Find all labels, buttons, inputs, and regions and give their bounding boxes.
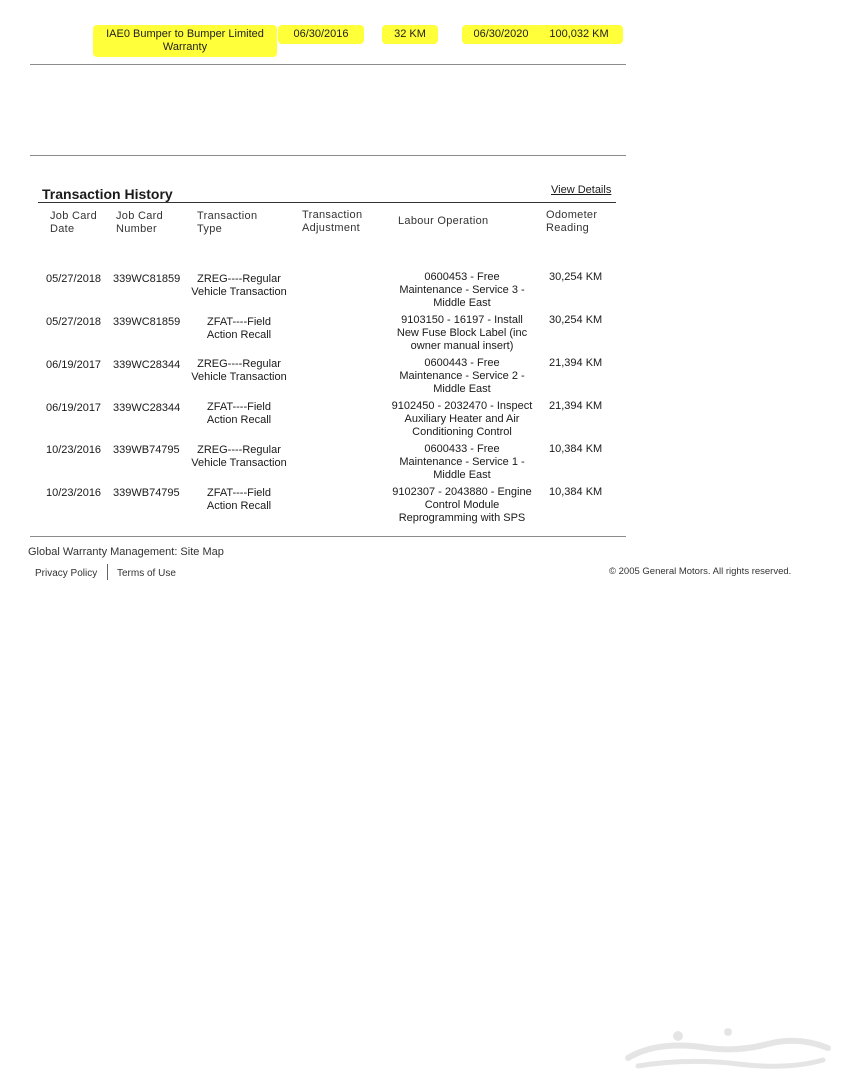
- row-type: ZREG----Regular Vehicle Transaction: [191, 444, 287, 469]
- row-date: 10/23/2016: [46, 444, 102, 456]
- footer-separator: [107, 564, 108, 580]
- row-number: 339WB74795: [113, 444, 180, 456]
- row-labour: 0600433 - Free Maintenance - Service 1 - Middle East: [399, 443, 525, 481]
- col-job-card-date: Job Card Date: [50, 210, 98, 235]
- row-labour: 9102307 - 2043880 - Engine Control Module Reprogramming with SPS: [392, 486, 532, 524]
- warranty-name-line2: Warranty: [162, 41, 208, 53]
- warranty-name: [93, 25, 277, 57]
- row-type: ZREG----Regular Vehicle Transaction: [191, 358, 287, 383]
- col-odometer-reading: Odometer Reading: [546, 209, 598, 234]
- terms-of-use-link[interactable]: Terms of Use: [117, 568, 176, 579]
- row-odometer: 30,254 KM: [549, 271, 603, 283]
- warranty-name-line1: IAE0 Bumper to Bumper Limited: [106, 28, 264, 40]
- watermark-logo: [618, 1018, 842, 1074]
- row-odometer: 10,384 KM: [549, 443, 603, 455]
- row-number: 339WB74795: [113, 487, 180, 499]
- warranty-start-date: 06/30/2016: [278, 25, 364, 44]
- row-number: 339WC28344: [113, 359, 181, 371]
- table-bottom-rule: [30, 536, 626, 537]
- row-number: 339WC81859: [113, 273, 181, 285]
- row-date: 05/27/2018: [46, 273, 102, 285]
- row-odometer: 21,394 KM: [549, 357, 603, 369]
- row-type: ZFAT----Field Action Recall: [206, 401, 272, 426]
- row-odometer: 21,394 KM: [549, 400, 603, 412]
- row-labour: 0600443 - Free Maintenance - Service 2 - Middle East: [399, 357, 525, 395]
- divider-mid: [30, 155, 626, 156]
- table-top-rule: [38, 202, 616, 203]
- site-map-link[interactable]: Global Warranty Management: Site Map: [28, 546, 224, 558]
- row-date: 06/19/2017: [46, 402, 102, 414]
- privacy-policy-link[interactable]: Privacy Policy: [35, 568, 98, 579]
- row-date: 06/19/2017: [46, 359, 102, 371]
- row-labour: 9103150 - 16197 - Install New Fuse Block Label (inc owner manual insert): [396, 314, 528, 352]
- copyright: © 2005 General Motors. All rights reserved.: [609, 566, 792, 577]
- row-type: ZREG----Regular Vehicle Transaction: [191, 273, 287, 298]
- col-transaction-adjustment: Transaction Adjustment: [302, 209, 363, 234]
- warranty-end-date: 06/30/2020: [462, 25, 540, 44]
- row-number: 339WC28344: [113, 402, 181, 414]
- col-labour-operation: Labour Operation: [398, 215, 489, 227]
- divider-top: [30, 64, 626, 65]
- row-type: ZFAT----Field Action Recall: [206, 316, 272, 341]
- transaction-history-title: Transaction History: [42, 186, 173, 202]
- row-number: 339WC81859: [113, 316, 181, 328]
- row-odometer: 30,254 KM: [549, 314, 603, 326]
- row-date: 10/23/2016: [46, 487, 102, 499]
- col-job-card-number: Job Card Number: [116, 210, 164, 235]
- row-type: ZFAT----Field Action Recall: [206, 487, 272, 512]
- warranty-end-km: 100,032 KM: [535, 25, 623, 44]
- col-transaction-type: Transaction Type: [197, 210, 258, 235]
- row-odometer: 10,384 KM: [549, 486, 603, 498]
- warranty-start-km: 32 KM: [382, 25, 438, 44]
- row-labour: 9102450 - 2032470 - Inspect Auxiliary Heater and Air Conditioning Control: [391, 400, 533, 438]
- view-details-link[interactable]: View Details: [551, 184, 612, 196]
- row-labour: 0600453 - Free Maintenance - Service 3 - Middle East: [399, 271, 525, 309]
- row-date: 05/27/2018: [46, 316, 102, 328]
